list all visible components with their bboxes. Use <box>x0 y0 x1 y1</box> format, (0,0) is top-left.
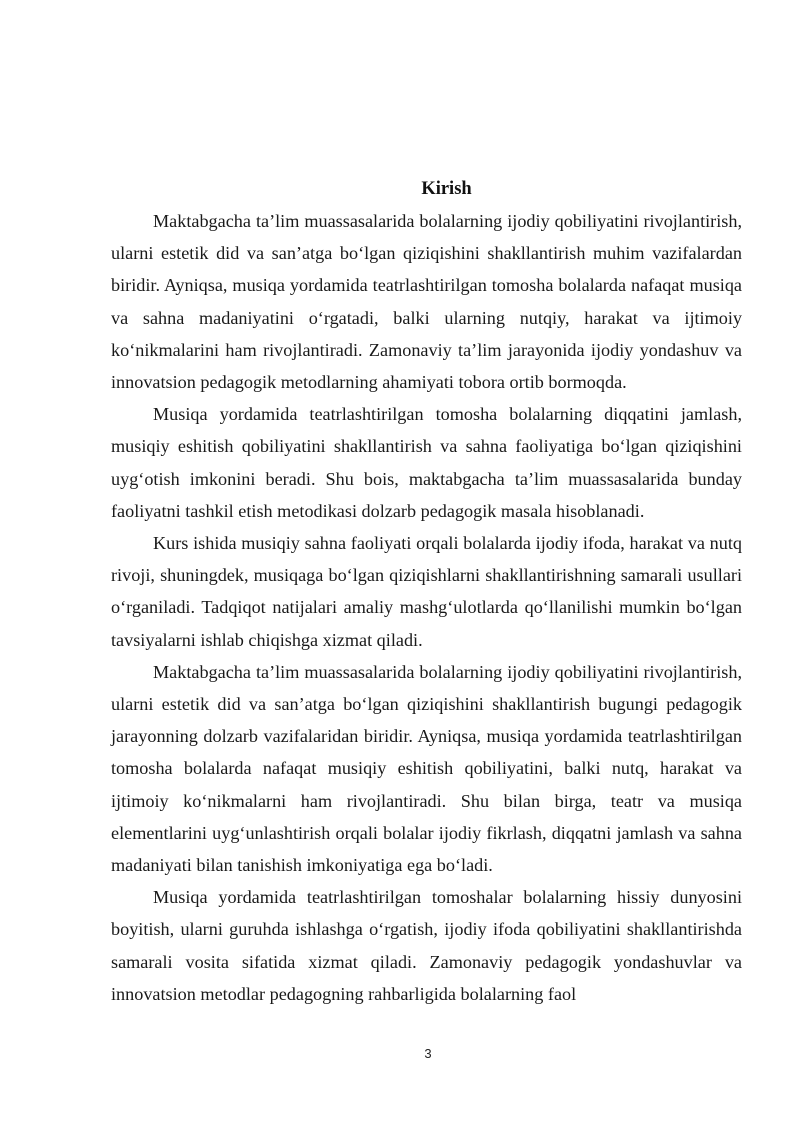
page-number: 3 <box>424 1046 432 1061</box>
paragraph: Musiqa yordamida teatrlashtirilgan tomosha bolalarning diqqatini jamlash, musiqiy eshitish qobiliyatini shakllantirish va sahna faoliyatiga bo‘lgan qiziqishini uyg‘otish imkonini beradi. Shu bois, maktabgacha ta’lim muassasalarida bunday faoliyatni tashkil etish metodikasi dolzarb pedagogik masala hisoblanadi. <box>111 404 742 521</box>
body-text <box>111 205 742 1010</box>
paragraph: Kurs ishida musiqiy sahna faoliyati orqali bolalarda ijodiy ifoda, harakat va nutq rivoji, shuningdek, musiqaga bo‘lgan qiziqishlarni shakllantirishning samarali usullari o‘rganiladi. Tadqiqot natijalari amaliy mashg‘ulotlarda qo‘llanilishi mumkin bo‘lgan tavsiyalarni ishlab chiqishga xizmat qiladi. <box>111 533 742 650</box>
paragraph: Maktabgacha ta’lim muassasalarida bolalarning ijodiy qobiliyatini rivojlantirish, ularni estetik did va san’atga bo‘lgan qiziqishini shakllantirish bugungi pedagogik jarayonning dolzarb vazifalaridan biridir. Ayniqsa, musiqa yordamida teatrlashtirilgan tomosha bolalarda nafaqat musiqiy eshitish qobiliyatini, balki nutq, harakat va ijtimoiy ko‘nikmalarni ham rivojlantiradi. Shu bilan birga, teatr va musiqa elementlarini uyg‘unlashtirish orqali bolalar ijodiy fikrlash, diqqatni jamlash va sahna madaniyati bilan tanishish imkoniyatiga ega bo‘ladi. <box>111 661 742 876</box>
paragraph: Musiqa yordamida teatrlashtirilgan tomoshalar bolalarning hissiy dunyosini boyitish, ularni guruhda ishlashga o‘rgatish, ijodiy ifoda qobiliyatini shakllantirishda samarali vosita sifatida xizmat qiladi. Zamonaviy pedagogik yondashuvlar va innovatsion metodlar pedagogning rahbarligida bolalarning faol <box>111 887 742 1004</box>
section-title: Kirish <box>421 179 472 199</box>
paragraph: Maktabgacha ta’lim muassasalarida bolalarning ijodiy qobiliyatini rivojlantirish, ularni estetik did va san’atga bo‘lgan qiziqishini shakllantirish muhim vazifalardan biridir. Ayniqsa, musiqa yordamida teatrlashtirilgan tomosha bolalarda nafaqat musiqa va sahna madaniyatini o‘rgatadi, balki ularning nutqiy, harakat va ijtimoiy ko‘nikmalarini ham rivojlantiradi. Zamonaviy ta’lim jarayonida ijodiy yondashuv va innovatsion pedagogik metodlarning ahamiyati tobora ortib bormoqda. <box>111 211 742 393</box>
